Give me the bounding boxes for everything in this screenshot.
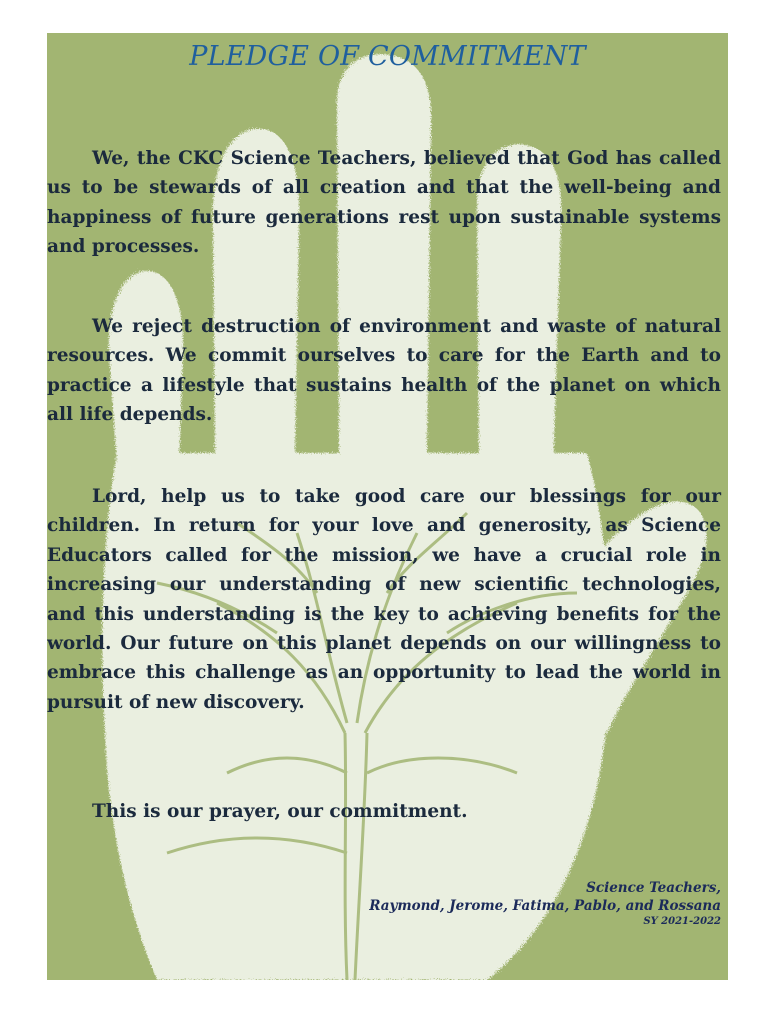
signature-role: Science Teachers, — [586, 880, 721, 896]
pledge-paragraph-closing: This is our prayer, our commitment. — [92, 801, 468, 822]
school-year: SY 2021-2022 — [643, 916, 721, 927]
signature-names: Raymond, Jerome, Fatima, Pablo, and Rossana — [369, 898, 721, 914]
signature-block — [369, 879, 721, 928]
pledge-poster — [47, 33, 728, 980]
pledge-title: PLEDGE OF COMMITMENT — [189, 41, 586, 72]
pledge-paragraph-stewardship: We, the CKC Science Teachers, believed that God has called us to be stewards of all creation and that the well-being and happiness of future generations rest upon sustainable systems and processes. — [47, 148, 721, 258]
pledge-paragraph-environment: We reject destruction of environment and waste of natural resources. We commit ourselves to care for the Earth and to practice a lifestyle that sustains health of the planet on which all life depends. — [47, 316, 721, 426]
pledge-paragraph-prayer: Lord, help us to take good care our blessings for our children. In return for your love and generosity, as Science Educators called for the mission, we have a crucial role in increasing our understanding of new scientific technologies, and this understanding is the key to achieving benefits for the world. Our future on this planet depends on our willingness to embrace this challenge as an opportunity to lead the world in pursuit of new discovery. — [47, 486, 721, 713]
